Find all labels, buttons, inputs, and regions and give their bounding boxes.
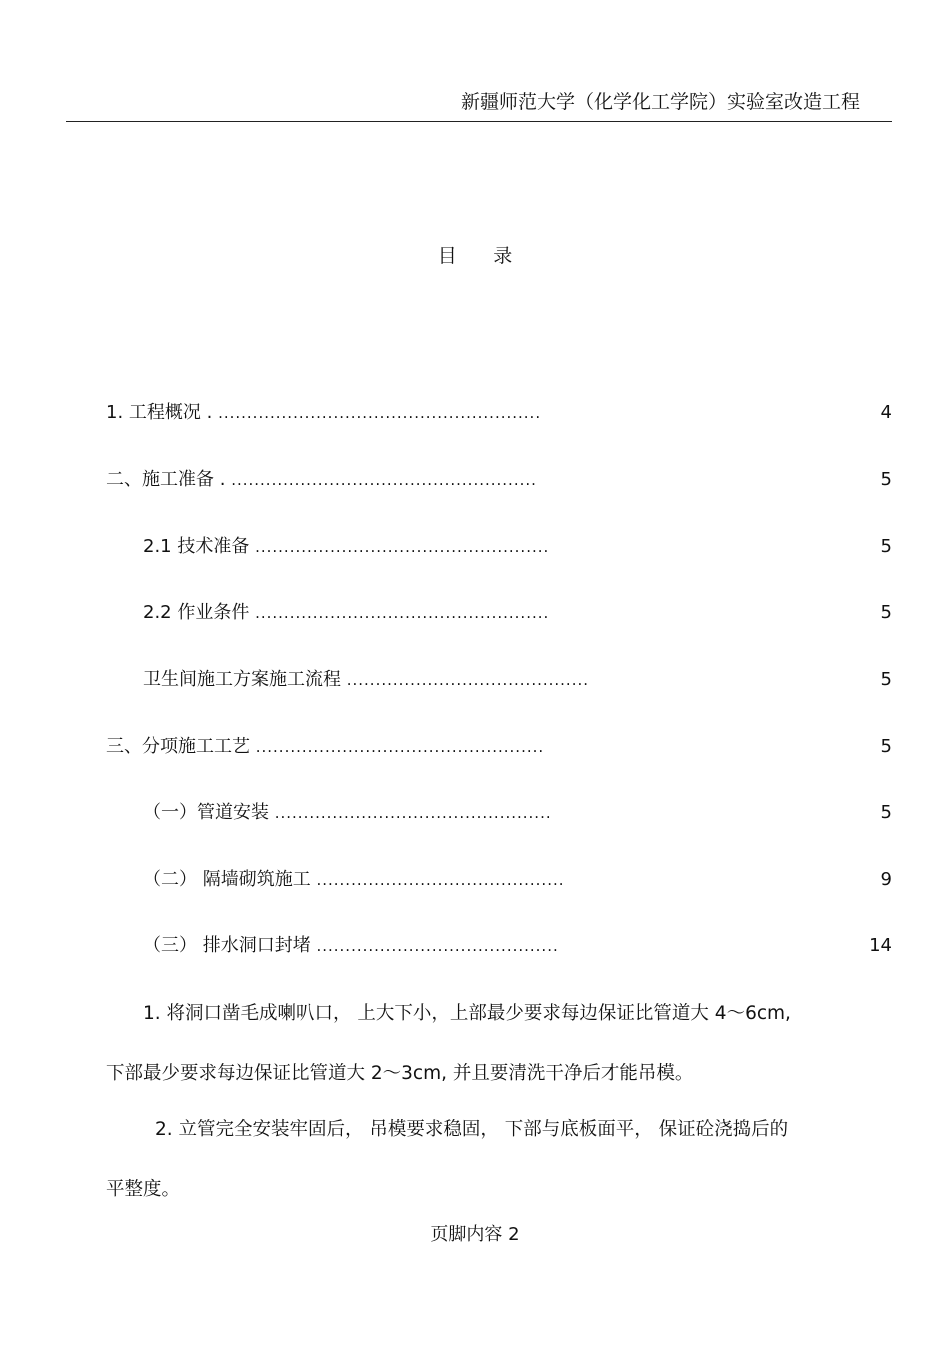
toc-entry[interactable] xyxy=(106,733,544,761)
toc-entry-page: 5 xyxy=(880,602,892,623)
toc-entry-label: 三、分项施工工艺 xyxy=(106,736,250,757)
toc-entry-label: 2.2 作业条件 xyxy=(143,602,250,623)
toc-entry-page: 5 xyxy=(880,669,892,690)
toc-entry-label: 二、施工准备 . xyxy=(106,469,226,490)
toc-entry-leader: ................................................... xyxy=(255,604,550,622)
paragraph-line: 平整度。 xyxy=(106,1179,181,1200)
toc-entry-label: （一）管道安装 xyxy=(143,802,269,823)
toc-entry-label: （三） 排水洞口封堵 xyxy=(143,935,311,956)
toc-entry-page: 5 xyxy=(880,469,892,490)
toc-heading: 目 录 xyxy=(437,245,528,267)
toc-entry-label: （二） 隔墙砌筑施工 xyxy=(143,869,311,890)
toc-entry-leader: ..................................................... xyxy=(231,471,537,489)
body-paragraph-1 xyxy=(106,984,896,1104)
toc-entry-leader: .......................................... xyxy=(346,671,589,689)
toc-entry-leader: ................................................ xyxy=(274,804,552,822)
toc-entry-page: 5 xyxy=(880,536,892,557)
toc-entry-leader: ........................................... xyxy=(316,871,565,889)
toc-entry-page: 5 xyxy=(880,802,892,823)
toc-entry-label: 1. 工程概况 . xyxy=(106,402,213,423)
toc-entry[interactable] xyxy=(143,866,565,894)
toc-entry-label: 2.1 技术准备 xyxy=(143,536,250,557)
toc-entry-leader: ................................................... xyxy=(255,538,550,556)
toc-entry-page: 4 xyxy=(880,402,892,423)
toc-entry[interactable] xyxy=(143,799,552,827)
toc-entry[interactable] xyxy=(143,533,549,561)
toc-entry[interactable] xyxy=(106,466,537,494)
toc-entry-leader: ........................................................ xyxy=(218,404,542,422)
toc-entry[interactable] xyxy=(143,599,549,627)
toc-entry-leader: .......................................... xyxy=(316,937,559,955)
toc-entry[interactable] xyxy=(106,399,541,427)
paragraph-line: 1. 将洞口凿毛成喇叭口， 上大下小，上部最少要求每边保证比管道大 4～6cm, xyxy=(143,1003,791,1024)
toc-entry-label: 卫生间施工方案施工流程 xyxy=(143,669,341,690)
page-footer: 页脚内容 2 xyxy=(430,1224,520,1245)
toc-entry-page: 9 xyxy=(880,869,892,890)
toc-entry-page: 5 xyxy=(880,736,892,757)
toc-entry[interactable] xyxy=(143,666,589,694)
page-header-title: 新疆师范大学（化学化工学院）实验室改造工程 xyxy=(460,91,860,113)
paragraph-line: 下部最少要求每边保证比管道大 2～3cm, 并且要清洗干净后才能吊模。 xyxy=(106,1063,694,1084)
toc-entry-page: 14 xyxy=(869,935,892,956)
header-divider xyxy=(66,121,892,122)
body-paragraph-2 xyxy=(106,1100,896,1220)
toc-entry[interactable] xyxy=(143,932,559,960)
toc-entry-leader: .................................................. xyxy=(255,738,545,756)
paragraph-line: 2. 立管完全安装牢固后， 吊模要求稳固， 下部与底板面平， 保证砼浇捣后的 xyxy=(155,1119,789,1140)
